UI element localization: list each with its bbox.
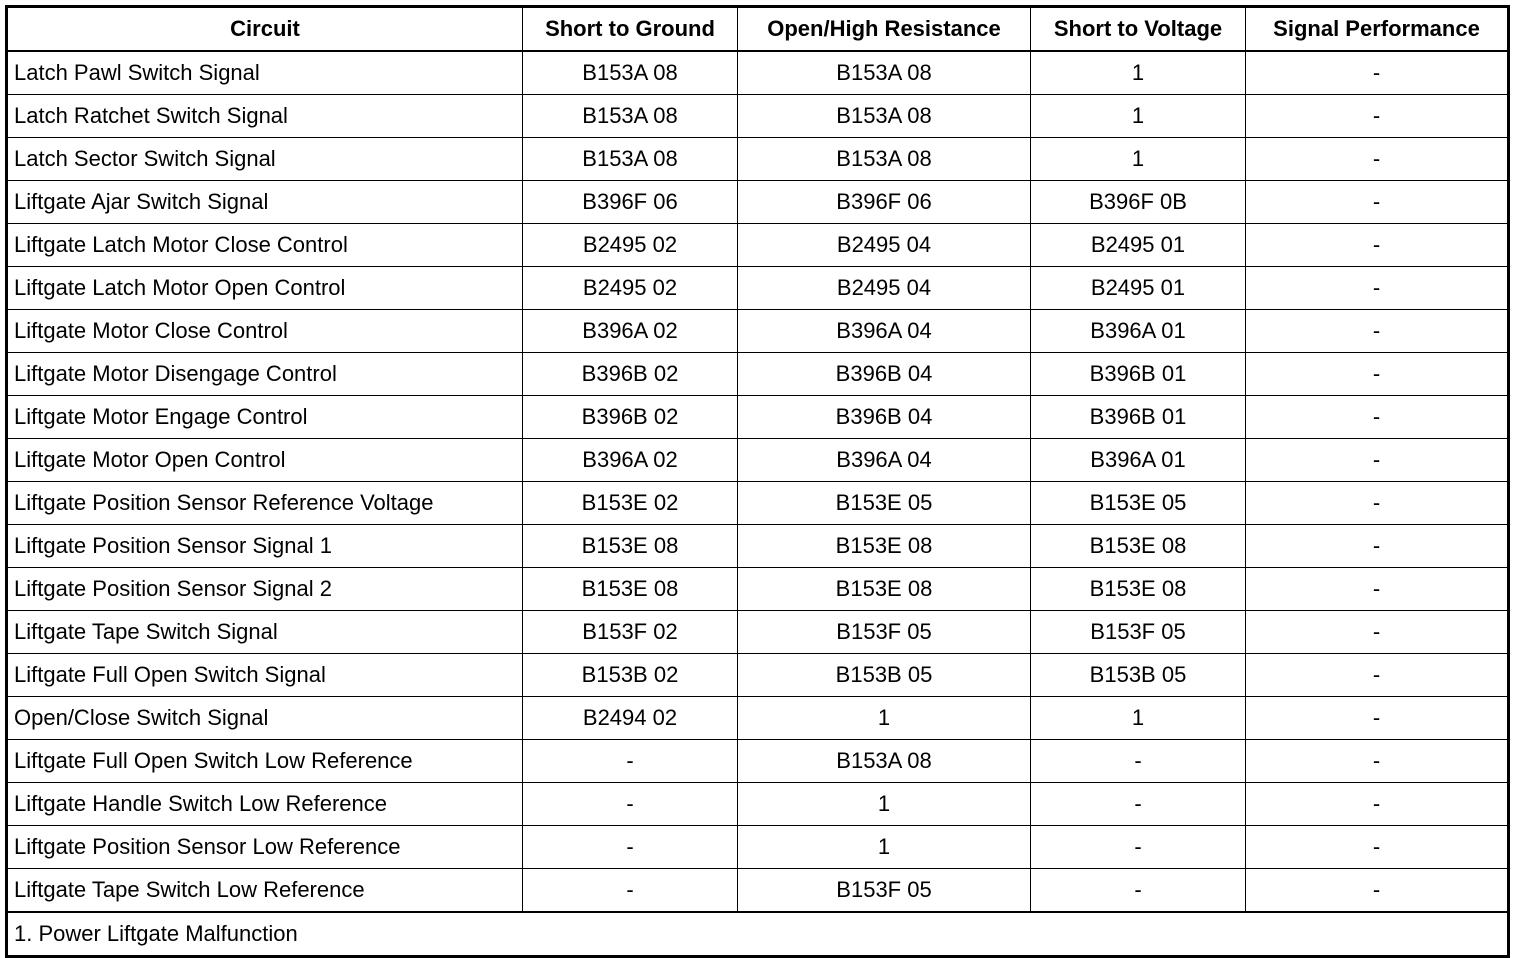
table-row bbox=[7, 482, 1509, 525]
cell-short-to-ground: B153A 08 bbox=[523, 51, 738, 95]
cell-circuit: Open/Close Switch Signal bbox=[7, 697, 523, 740]
cell-short-to-voltage: 1 bbox=[1031, 138, 1246, 181]
header-short-to-ground: Short to Ground bbox=[523, 7, 738, 52]
cell-signal-performance: - bbox=[1246, 95, 1509, 138]
cell-short-to-ground: B396A 02 bbox=[523, 310, 738, 353]
cell-short-to-ground: - bbox=[523, 783, 738, 826]
table-row bbox=[7, 138, 1509, 181]
cell-short-to-ground: - bbox=[523, 869, 738, 913]
cell-short-to-voltage: - bbox=[1031, 869, 1246, 913]
cell-circuit: Liftgate Ajar Switch Signal bbox=[7, 181, 523, 224]
cell-open-high-resistance: B153F 05 bbox=[738, 869, 1031, 913]
cell-short-to-ground: B153E 02 bbox=[523, 482, 738, 525]
cell-circuit: Liftgate Motor Engage Control bbox=[7, 396, 523, 439]
cell-signal-performance: - bbox=[1246, 224, 1509, 267]
cell-signal-performance: - bbox=[1246, 267, 1509, 310]
cell-short-to-ground: B2495 02 bbox=[523, 224, 738, 267]
cell-short-to-ground: B396B 02 bbox=[523, 353, 738, 396]
cell-open-high-resistance: B396B 04 bbox=[738, 353, 1031, 396]
cell-circuit: Liftgate Position Sensor Low Reference bbox=[7, 826, 523, 869]
table-row bbox=[7, 568, 1509, 611]
cell-signal-performance: - bbox=[1246, 51, 1509, 95]
cell-signal-performance: - bbox=[1246, 181, 1509, 224]
cell-short-to-voltage: B396B 01 bbox=[1031, 396, 1246, 439]
cell-signal-performance: - bbox=[1246, 826, 1509, 869]
table-row bbox=[7, 310, 1509, 353]
footnote-row bbox=[7, 912, 1509, 957]
cell-short-to-voltage: B153E 08 bbox=[1031, 525, 1246, 568]
cell-circuit: Latch Pawl Switch Signal bbox=[7, 51, 523, 95]
cell-open-high-resistance: B153F 05 bbox=[738, 611, 1031, 654]
cell-short-to-voltage: B2495 01 bbox=[1031, 224, 1246, 267]
cell-open-high-resistance: B153A 08 bbox=[738, 138, 1031, 181]
table-row bbox=[7, 181, 1509, 224]
cell-signal-performance: - bbox=[1246, 783, 1509, 826]
cell-short-to-ground: B2495 02 bbox=[523, 267, 738, 310]
cell-signal-performance: - bbox=[1246, 482, 1509, 525]
cell-short-to-ground: B153A 08 bbox=[523, 95, 738, 138]
cell-short-to-voltage: B153B 05 bbox=[1031, 654, 1246, 697]
cell-signal-performance: - bbox=[1246, 740, 1509, 783]
cell-circuit: Liftgate Full Open Switch Low Reference bbox=[7, 740, 523, 783]
cell-signal-performance: - bbox=[1246, 439, 1509, 482]
cell-short-to-voltage: 1 bbox=[1031, 697, 1246, 740]
cell-circuit: Liftgate Position Sensor Signal 1 bbox=[7, 525, 523, 568]
cell-short-to-voltage: B153E 05 bbox=[1031, 482, 1246, 525]
cell-circuit: Liftgate Handle Switch Low Reference bbox=[7, 783, 523, 826]
cell-open-high-resistance: 1 bbox=[738, 826, 1031, 869]
cell-short-to-voltage: - bbox=[1031, 740, 1246, 783]
table-row bbox=[7, 783, 1509, 826]
cell-signal-performance: - bbox=[1246, 869, 1509, 913]
cell-short-to-ground: B396F 06 bbox=[523, 181, 738, 224]
cell-circuit: Liftgate Motor Disengage Control bbox=[7, 353, 523, 396]
cell-short-to-voltage: B153E 08 bbox=[1031, 568, 1246, 611]
cell-open-high-resistance: B153E 08 bbox=[738, 525, 1031, 568]
table-row bbox=[7, 224, 1509, 267]
cell-open-high-resistance: B396F 06 bbox=[738, 181, 1031, 224]
cell-signal-performance: - bbox=[1246, 396, 1509, 439]
header-circuit: Circuit bbox=[7, 7, 523, 52]
table-row bbox=[7, 353, 1509, 396]
cell-short-to-ground: B153E 08 bbox=[523, 568, 738, 611]
table-row bbox=[7, 697, 1509, 740]
header-row bbox=[7, 7, 1509, 52]
table-row bbox=[7, 654, 1509, 697]
cell-circuit: Liftgate Position Sensor Signal 2 bbox=[7, 568, 523, 611]
cell-signal-performance: - bbox=[1246, 697, 1509, 740]
cell-signal-performance: - bbox=[1246, 654, 1509, 697]
cell-short-to-ground: B2494 02 bbox=[523, 697, 738, 740]
cell-circuit: Liftgate Position Sensor Reference Voltage bbox=[7, 482, 523, 525]
table-row bbox=[7, 611, 1509, 654]
table-body bbox=[7, 51, 1509, 912]
cell-short-to-ground: B396B 02 bbox=[523, 396, 738, 439]
cell-open-high-resistance: B2495 04 bbox=[738, 267, 1031, 310]
cell-short-to-voltage: B153F 05 bbox=[1031, 611, 1246, 654]
cell-circuit: Latch Sector Switch Signal bbox=[7, 138, 523, 181]
cell-short-to-voltage: - bbox=[1031, 826, 1246, 869]
cell-open-high-resistance: B396A 04 bbox=[738, 439, 1031, 482]
cell-short-to-voltage: B396F 0B bbox=[1031, 181, 1246, 224]
cell-open-high-resistance: B153E 08 bbox=[738, 568, 1031, 611]
cell-circuit: Latch Ratchet Switch Signal bbox=[7, 95, 523, 138]
cell-open-high-resistance: B153A 08 bbox=[738, 51, 1031, 95]
cell-circuit: Liftgate Tape Switch Low Reference bbox=[7, 869, 523, 913]
dtc-circuit-table bbox=[5, 5, 1510, 958]
cell-short-to-voltage: - bbox=[1031, 783, 1246, 826]
table-row bbox=[7, 267, 1509, 310]
cell-short-to-voltage: B2495 01 bbox=[1031, 267, 1246, 310]
cell-open-high-resistance: B153E 05 bbox=[738, 482, 1031, 525]
table-footer bbox=[7, 912, 1509, 957]
cell-open-high-resistance: B396B 04 bbox=[738, 396, 1031, 439]
cell-signal-performance: - bbox=[1246, 568, 1509, 611]
cell-signal-performance: - bbox=[1246, 138, 1509, 181]
header-short-to-voltage: Short to Voltage bbox=[1031, 7, 1246, 52]
cell-circuit: Liftgate Latch Motor Close Control bbox=[7, 224, 523, 267]
cell-open-high-resistance: 1 bbox=[738, 697, 1031, 740]
cell-short-to-ground: B153B 02 bbox=[523, 654, 738, 697]
cell-short-to-ground: B153A 08 bbox=[523, 138, 738, 181]
cell-circuit: Liftgate Motor Close Control bbox=[7, 310, 523, 353]
cell-short-to-voltage: 1 bbox=[1031, 95, 1246, 138]
cell-short-to-voltage: B396A 01 bbox=[1031, 310, 1246, 353]
cell-circuit: Liftgate Full Open Switch Signal bbox=[7, 654, 523, 697]
header-open-high-resistance: Open/High Resistance bbox=[738, 7, 1031, 52]
footnote: 1. Power Liftgate Malfunction bbox=[7, 912, 1509, 957]
cell-short-to-ground: - bbox=[523, 740, 738, 783]
table-row bbox=[7, 396, 1509, 439]
cell-open-high-resistance: 1 bbox=[738, 783, 1031, 826]
table-header bbox=[7, 7, 1509, 52]
cell-short-to-ground: B153F 02 bbox=[523, 611, 738, 654]
cell-circuit: Liftgate Tape Switch Signal bbox=[7, 611, 523, 654]
header-signal-performance: Signal Performance bbox=[1246, 7, 1509, 52]
table-row bbox=[7, 525, 1509, 568]
cell-signal-performance: - bbox=[1246, 310, 1509, 353]
table-row bbox=[7, 826, 1509, 869]
table-row bbox=[7, 439, 1509, 482]
cell-short-to-voltage: B396B 01 bbox=[1031, 353, 1246, 396]
cell-circuit: Liftgate Latch Motor Open Control bbox=[7, 267, 523, 310]
cell-signal-performance: - bbox=[1246, 353, 1509, 396]
cell-signal-performance: - bbox=[1246, 611, 1509, 654]
cell-short-to-voltage: 1 bbox=[1031, 51, 1246, 95]
cell-short-to-ground: B153E 08 bbox=[523, 525, 738, 568]
cell-short-to-ground: B396A 02 bbox=[523, 439, 738, 482]
cell-signal-performance: - bbox=[1246, 525, 1509, 568]
cell-open-high-resistance: B396A 04 bbox=[738, 310, 1031, 353]
cell-open-high-resistance: B153A 08 bbox=[738, 95, 1031, 138]
cell-circuit: Liftgate Motor Open Control bbox=[7, 439, 523, 482]
cell-open-high-resistance: B153B 05 bbox=[738, 654, 1031, 697]
table-row bbox=[7, 95, 1509, 138]
cell-short-to-voltage: B396A 01 bbox=[1031, 439, 1246, 482]
cell-short-to-ground: - bbox=[523, 826, 738, 869]
table-row bbox=[7, 740, 1509, 783]
cell-open-high-resistance: B153A 08 bbox=[738, 740, 1031, 783]
table-row bbox=[7, 869, 1509, 913]
cell-open-high-resistance: B2495 04 bbox=[738, 224, 1031, 267]
table-row bbox=[7, 51, 1509, 95]
